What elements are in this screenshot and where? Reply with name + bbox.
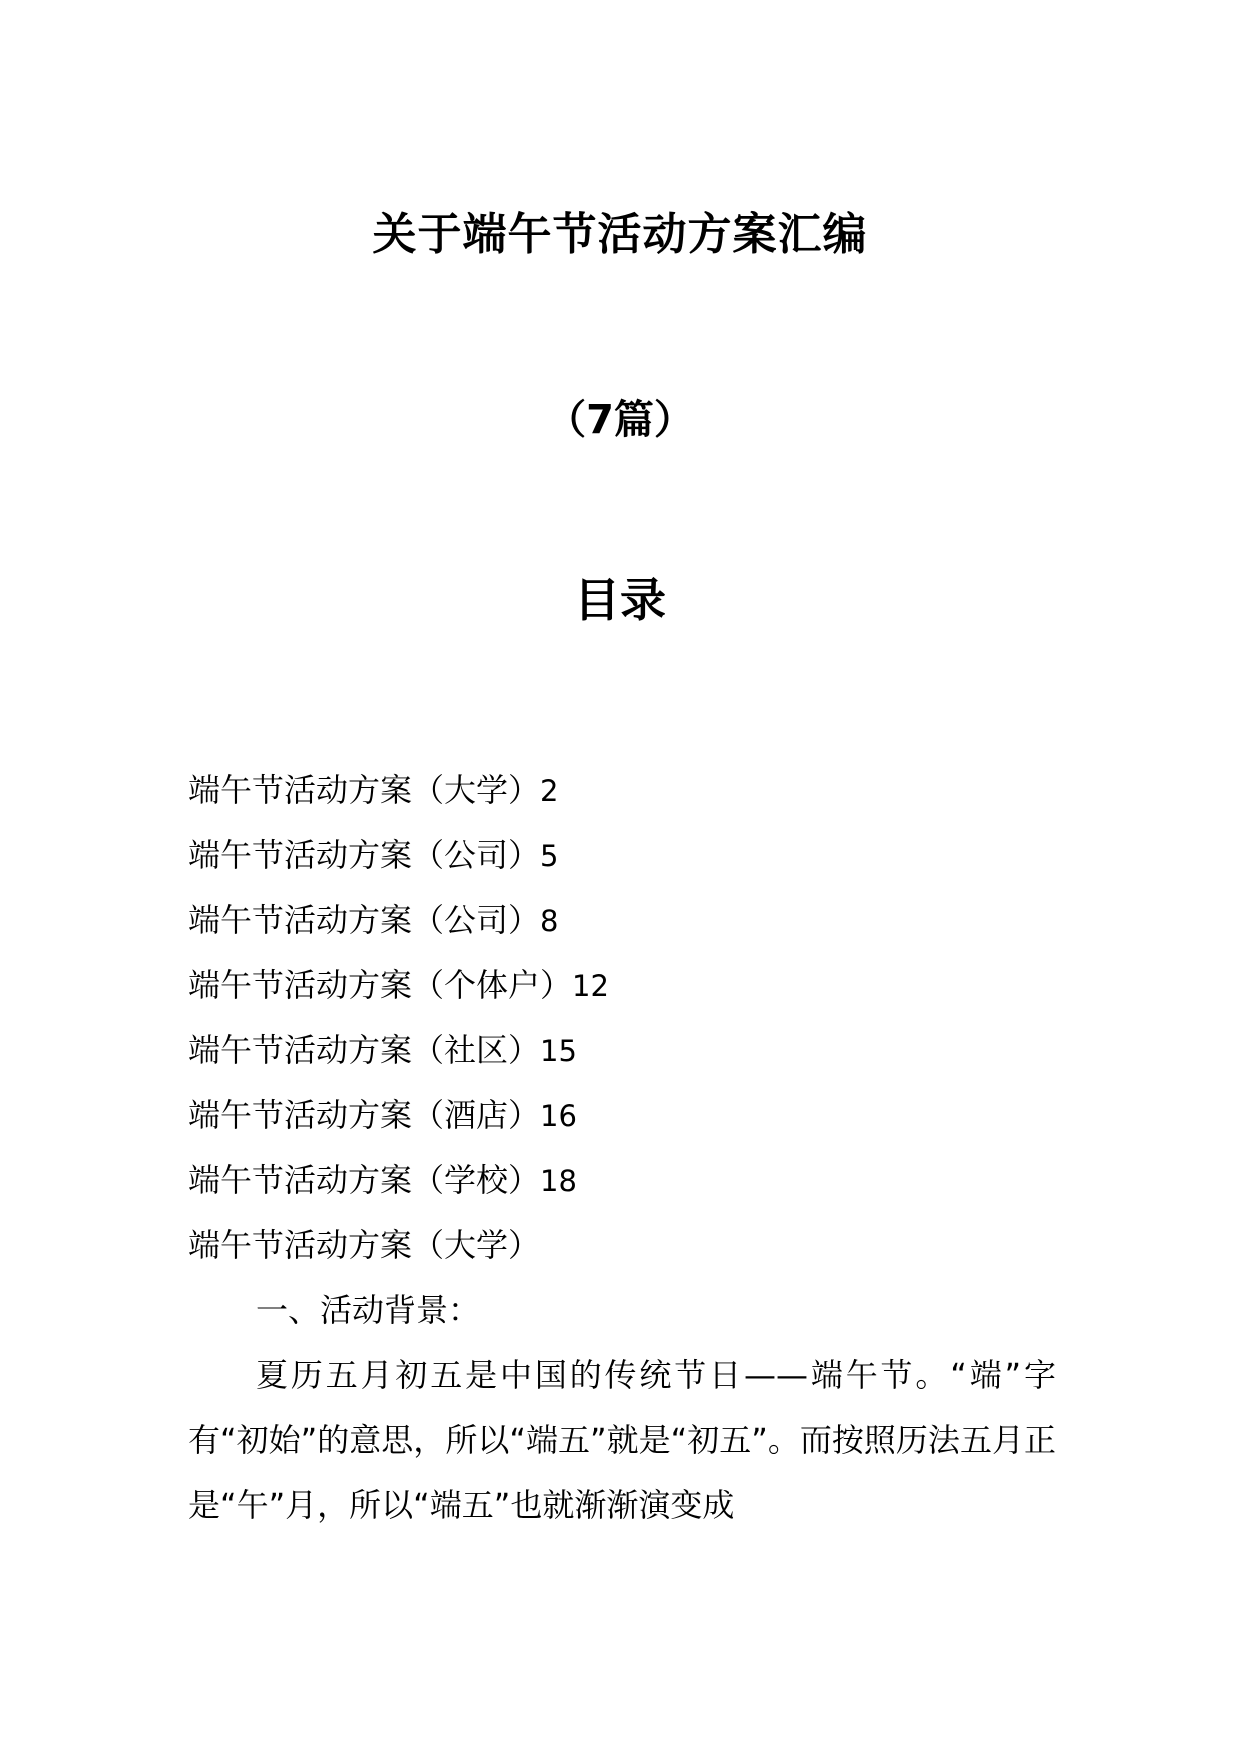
toc-entry-page: 5 <box>540 839 559 873</box>
toc-entry[interactable] <box>188 823 609 888</box>
toc-entry-label: 端午节活动方案（个体户） <box>188 966 573 1004</box>
toc-title: 目录 <box>574 573 666 627</box>
toc-entry[interactable] <box>188 758 609 823</box>
toc-entry-label: 端午节活动方案（公司） <box>188 901 541 939</box>
toc-entry[interactable] <box>188 953 609 1018</box>
section-heading: 端午节活动方案（大学） <box>188 1226 541 1264</box>
toc-entry-label: 端午节活动方案（社区） <box>188 1031 541 1069</box>
toc-entry-label: 端午节活动方案（大学） <box>188 771 541 809</box>
body-paragraph: 夏历五月初五是中国的传统节日——端午节。“端”字有“初始”的意思，所以“端五”就是“初五”。而按照历法五月正是“午”月，所以“端五”也就渐渐演变成 <box>188 1356 1056 1524</box>
toc-entry[interactable] <box>188 888 609 953</box>
toc-entry-page: 15 <box>540 1034 577 1068</box>
toc-entry[interactable] <box>188 1083 609 1148</box>
toc-entry-page: 16 <box>540 1099 577 1133</box>
toc-entry[interactable] <box>188 1018 609 1083</box>
section-subheading: 一、活动背景： <box>256 1291 481 1329</box>
toc-entry-page: 18 <box>540 1164 577 1198</box>
document-subtitle: （7篇） <box>546 397 694 443</box>
toc-entry-label: 端午节活动方案（酒店） <box>188 1096 541 1134</box>
toc-entry-label: 端午节活动方案（公司） <box>188 836 541 874</box>
document-title: 关于端午节活动方案汇编 <box>372 209 868 260</box>
table-of-contents <box>188 758 609 1213</box>
toc-entry-page: 8 <box>540 904 559 938</box>
toc-entry-page: 2 <box>540 774 559 808</box>
section-university-plan <box>188 1213 1056 1538</box>
toc-entry[interactable] <box>188 1148 609 1213</box>
toc-entry-page: 12 <box>572 969 609 1003</box>
toc-entry-label: 端午节活动方案（学校） <box>188 1161 541 1199</box>
